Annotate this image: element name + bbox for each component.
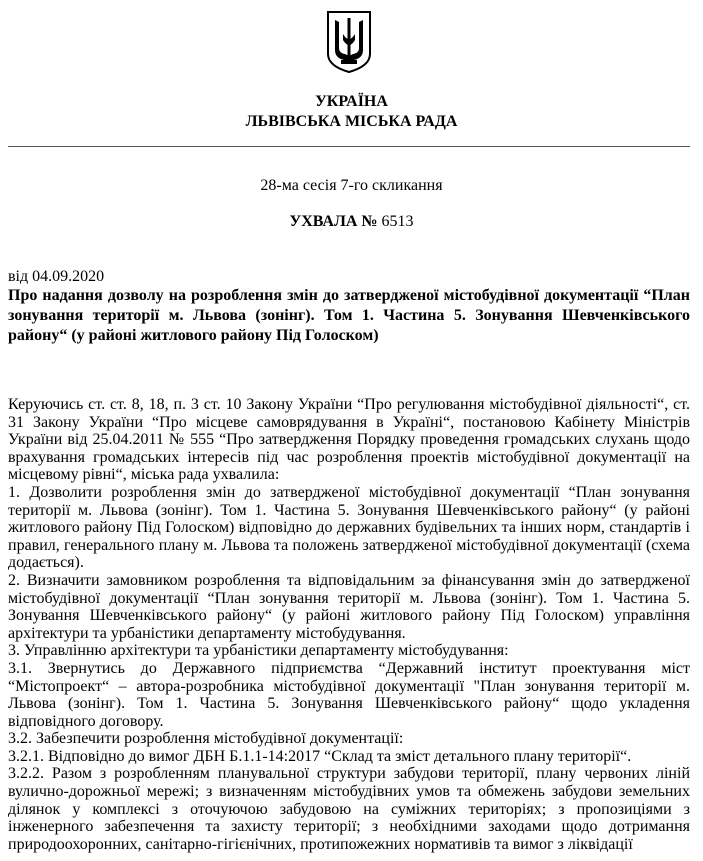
paragraph-item-2: 2. Визначити замовником розроблення та відповідальним за фінансування змін до затвердженої містобудівної документації “План зонування території м. Львова (зонінг). Том 1. Частина 5. Зонування Шевченківського району“ (у районі житлового району Під Голоском) управління архітектури та урбаністики департаменту містобудування. <box>8 571 690 642</box>
session-line: 28-ма сесія 7-го скликання <box>260 177 443 194</box>
decision-date: від 04.09.2020 <box>8 268 105 285</box>
decision-title: Про надання дозволу на розроблення змін до затвердженої містобудівної документації “План зонування території м. Львова (зонінг). Том 1. Частина 5. Зонування Шевченківського району“ (у районі житлового району Під Голоском) <box>8 287 690 344</box>
paragraph-item-3: 3. Управлінню архітектури та урбаністики департаменту містобудування: <box>8 642 509 660</box>
decision-label: УХВАЛА № <box>289 213 378 230</box>
paragraph-item-1: 1. Дозволити розроблення змін до затвердженої містобудівної документації “План зонування території м. Львова (зонінг). Том 1. Частина 5. Зонування Шевченківського району“ (у районі житлового району Під Голоском) відповідно до державних будівельних та інших норм, стандартів і правил, генерального плану м. Львова та положень затвердженої містобудівної документації (схема додається). <box>8 483 690 572</box>
paragraph-preamble: Керуючись ст. ст. 8, 18, п. 3 ст. 10 Закону України “Про регулювання містобудівної діяльності“, ст. 31 Закону України “Про місцеве самоврядування в Україні“, постановою Кабінету Міністрів України від 25.04.2011 № 555 “Про затвердження Порядку проведення громадських слухань щодо врахування громадських інтересів під час розроблення проектів містобудівної документації на місцевому рівні“, міська рада ухвалила: <box>8 396 690 484</box>
paragraph-item-3-2-2: 3.2.2. Разом з розробленням планувальної структури забудови території, плану червоних ліній вулично-дорожньої мережі; з визначенням містобудівних умов та обмежень забудови земельних ділянок у комплексі з оточуючою забудовою на суміжних територіях; з пропозиціями з інженерного забезпечення та захисту території; з необхідними заходами щодо дотримання природоохоронних, санітарно-гігієнічних, протипожежних нормативів та вимог з ліквідації <box>8 765 690 853</box>
header-divider <box>8 146 690 147</box>
paragraph-item-3-2-1: 3.2.1. Відповідно до вимог ДБН Б.1.1-14:2017 “Склад та зміст детального плану території“. <box>8 747 632 765</box>
paragraph-item-3-2: 3.2. Забезпечити розроблення містобудівної документації: <box>8 730 404 748</box>
decision-number: 6513 <box>381 213 414 230</box>
decision-heading <box>0 212 703 232</box>
council-heading: ЛЬВІВСЬКА МІСЬКА РАДА <box>245 113 458 130</box>
paragraph-item-3-1: 3.1. Звернутись до Державного підприємства “Державний інститут проектування міст “Містопроект“ – автора-розробника містобудівної документації "План зонування території м. Львова (зонінг). Том 1. Частина 5. Зонування Шевченківського району“ щодо укладення відповідного договору. <box>8 659 690 730</box>
country-heading: УКРАЇНА <box>315 93 388 110</box>
decision-body <box>8 396 690 853</box>
trident-icon <box>326 10 372 74</box>
